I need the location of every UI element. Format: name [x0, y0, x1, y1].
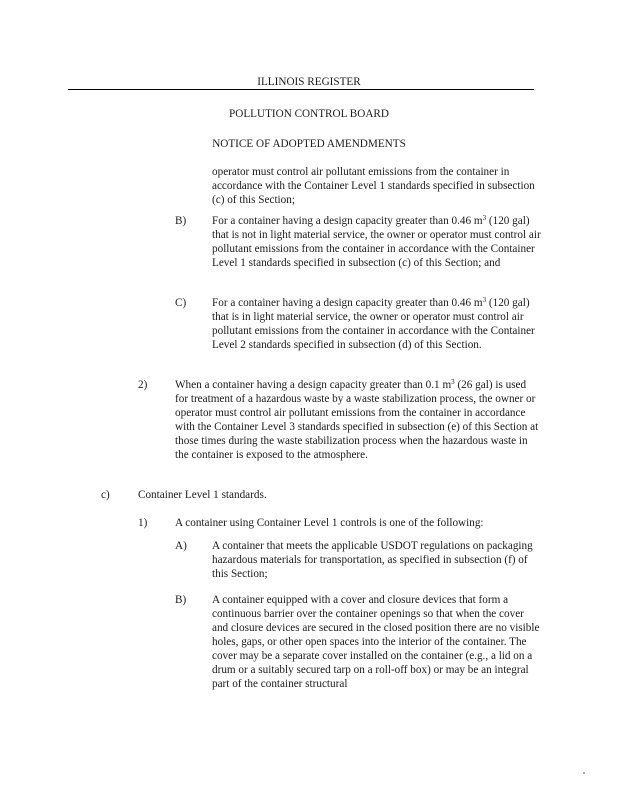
item-2-label: 2) — [138, 379, 148, 391]
item-c1a-label: A) — [175, 540, 187, 552]
item-2-text: When a container having a design capacity greater than 0.1 $m^3$ (26 gal) is used for treatment of a hazardous waste by a waste stabilization process, the owner or operator must control air pollutant emissions from the container in accordance with the Container Level 3 standards specified in subsection (e) of this Section at those times during the waste stabilization process when the hazardous waste in the container is exposed to the atmosphere. — [175, 378, 539, 461]
section-c-heading: Container Level 1 standards. — [138, 489, 267, 501]
item-b-label: B) — [175, 215, 187, 227]
notice-title: NOTICE OF ADOPTED AMENDMENTS — [212, 138, 406, 150]
scan-speck — [583, 772, 585, 774]
register-title: ILLINOIS REGISTER — [257, 76, 361, 88]
item-b-text: For a container having a design capacity greater than 0.46 $m^3$ (120 gal) that is not in light material service, the owner or operator must control air pollutant emissions from the container in accordance with the Container Level 1 standards specified in subsection (c) of this Section; and — [212, 214, 541, 269]
section-c-label: c) — [101, 489, 110, 501]
item-a-continuation: operator must control air pollutant emissions from the container in accordance with the Container Level 1 standards specified in subsection (c) of this Section; — [212, 166, 535, 206]
header-rule — [68, 89, 534, 90]
item-c1b-text: A container equipped with a cover and closure devices that form a continuous barrier over the container openings so that when the cover and closure devices are secured in the closed position there are no visible holes, gaps, or other open spaces into the interior of the container. The cover may be a separate cover installed on the container (e.g., a lid on a drum or a suitably secured tarp on a roll-off box) or may be an integral part of the container structural — [212, 594, 540, 690]
item-c1-label: 1) — [138, 517, 148, 529]
item-c-label: C) — [175, 297, 187, 309]
item-c1a-text: A container that meets the applicable USDOT regulations on packaging hazardous materials for transportation, as specified in subsection (f) of this Section; — [212, 540, 533, 580]
board-title: POLLUTION CONTROL BOARD — [229, 108, 389, 120]
item-c1b-label: B) — [175, 594, 187, 606]
item-c-text: For a container having a design capacity greater than 0.46 $m^3$ (120 gal) that is in light material service, the owner or operator must control air pollutant emissions from the container in accordance with the Container Level 2 standards specified in subsection (d) of this Section. — [212, 296, 535, 351]
item-c1-text: A container using Container Level 1 controls is one of the following: — [175, 517, 484, 529]
